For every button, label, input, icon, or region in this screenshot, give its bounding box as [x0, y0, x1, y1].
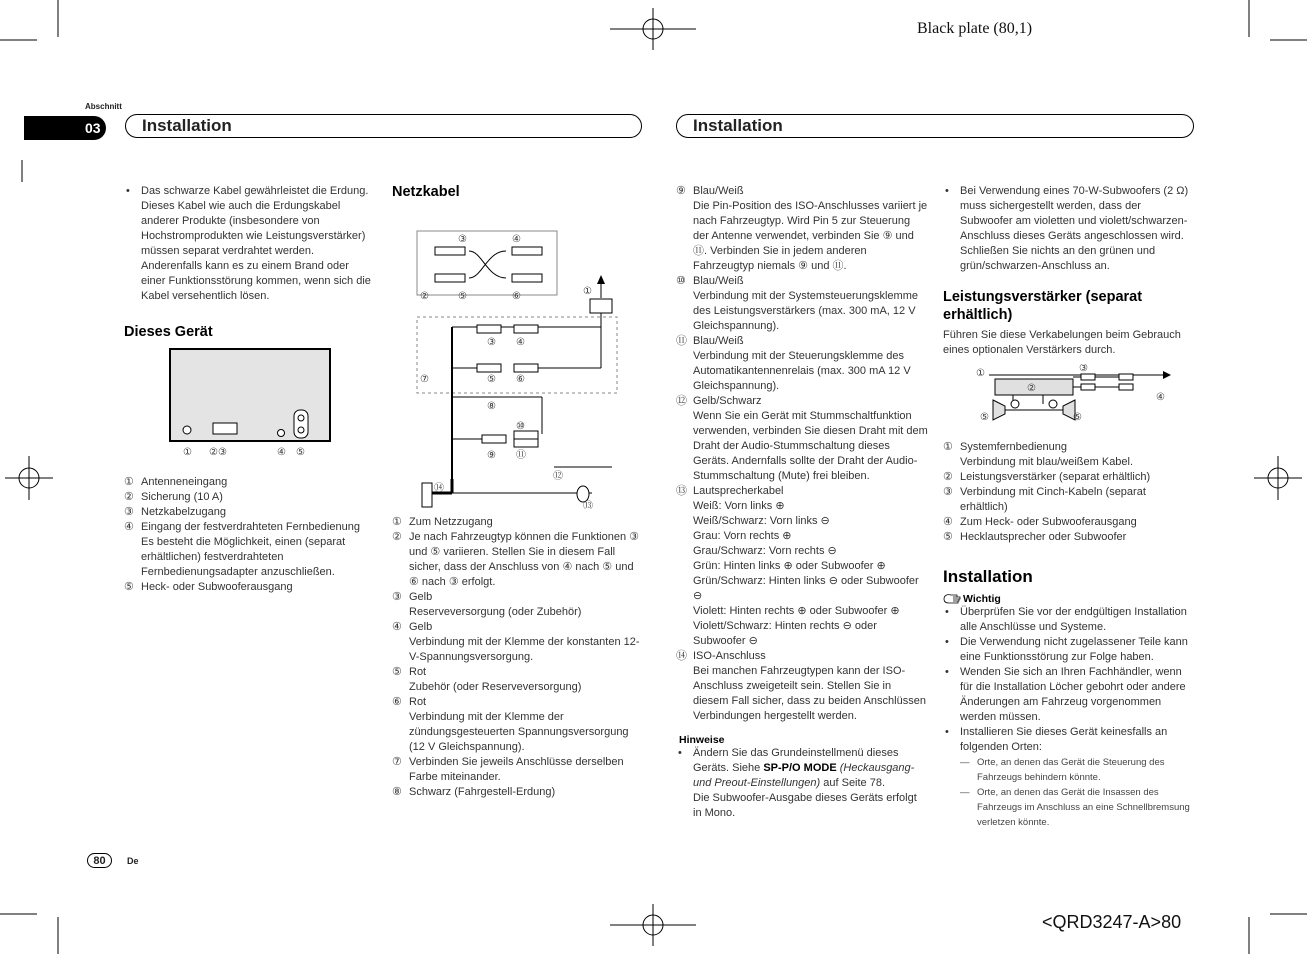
- amplifier-legend: [943, 440, 1195, 545]
- section-label: Abschnitt: [85, 102, 122, 111]
- netzkabel-legend: [392, 515, 640, 800]
- legend-item: ③ Verbindung mit Cinch-Kabeln (separat erhältlich): [943, 486, 1146, 513]
- svg-text:⑤: ⑤: [1073, 412, 1082, 423]
- wichtig-note: [943, 593, 1195, 605]
- legend-item: ⑭ ISO-Anschluss Bei manchen Fahrzeugtypen kann der ISO-Anschluss zweigeteilt sein. Stellen Sie in diesem Fall sicher, dass zu beiden Anschlüssen Verbindungen hergestellt werden.: [676, 650, 926, 722]
- svg-text:③: ③: [1079, 364, 1088, 374]
- legend-item: ① Antenneneingang: [124, 476, 228, 488]
- svg-text:⑪: ⑪: [516, 450, 526, 461]
- svg-text:④: ④: [1156, 392, 1165, 403]
- unit-legend: [124, 475, 374, 595]
- label-1: ①: [183, 447, 192, 458]
- hinweise-item: • Ändern Sie das Grundeinstellmenü dieses Geräts. Siehe SP-P/O MODE (Heckausgang- und Preout-Einstellungen) auf Seite 78. Die Subwoofer-Ausgabe dieses Geräts erfolgt in Mono.: [676, 746, 928, 821]
- legend-item: ⑧ Schwarz (Fahrgestell-Erdung): [392, 786, 556, 798]
- svg-text:③: ③: [487, 337, 496, 348]
- legend-item: ⑩ Blau/Weiß Verbindung mit der Systemsteuerungsklemme des Leistungsverstärkers (max. 300 mA, 12 V Gleichspannung).: [676, 275, 918, 332]
- section-number-tab: 03: [24, 116, 106, 140]
- label-4: ④: [277, 447, 286, 458]
- language-code: De: [127, 856, 139, 866]
- legend-item: ② Sicherung (10 A): [124, 491, 223, 503]
- registration-mark-left: [5, 456, 53, 500]
- legend-item: ③ Netzkabelzugang: [124, 506, 227, 518]
- location-item: — Orte, an denen das Gerät die Steuerung des Fahrzeugs behindern könnte.: [943, 755, 1195, 785]
- amplifier-intro: Führen Sie diese Verkabelungen beim Gebrauch eines optionalen Verstärkers durch.: [943, 329, 1181, 356]
- power-cord-diagram: [392, 209, 632, 509]
- column-4: [943, 184, 1195, 830]
- legend-item: ① Systemfernbedienung Verbindung mit blau/weißem Kabel.: [943, 441, 1134, 468]
- heading-installation: Installation: [943, 567, 1033, 586]
- svg-text:⑤: ⑤: [487, 374, 496, 385]
- location-item: — Orte, an denen das Gerät die Insassen des Fahrzeugs im Anschluss an eine Schnellbremsung verletzen könnte.: [943, 785, 1195, 830]
- legend-item: ④ Eingang der festverdrahteten Fernbedienung Es besteht die Möglichkeit, einen (separat erhältlichen) festverdrahteten Fernbedienungsadapter anzuschließen.: [124, 521, 360, 578]
- installation-bullet: • Installieren Sie dieses Gerät keinesfalls an folgenden Orten:: [943, 725, 1195, 755]
- unit-rear-diagram: [124, 348, 374, 466]
- svg-text:⑨: ⑨: [487, 450, 496, 461]
- svg-text:⑥: ⑥: [512, 291, 521, 302]
- label-5: ⑤: [296, 447, 305, 458]
- legend-item: ③ Gelb Reserveversorgung (oder Zubehör): [392, 591, 582, 618]
- heading-dieses-geraet: Dieses Gerät: [124, 324, 213, 340]
- installation-bullet: • Die Verwendung nicht zugelassener Teile kann eine Funktionsstörung zur Folge haben.: [943, 635, 1195, 665]
- legend-item: ⑨ Blau/Weiß Die Pin-Position des ISO-Anschlusses variiert je nach Fahrzeugtyp. Wird Pin 5 zur Steuerung der Antenne verwendet, verbinden Sie ⑨ und ⑪. Verbinden Sie in jedem anderen Fahrzeugtyp niemals ⑨ und ⑪.: [676, 185, 928, 272]
- column-1: [124, 184, 374, 595]
- svg-text:②: ②: [420, 291, 429, 302]
- hinweise-heading: Hinweise: [679, 734, 725, 746]
- label-2-3: ②③: [209, 447, 227, 458]
- legend-item: ⑦ Verbinden Sie jeweils Anschlüsse derselben Farbe miteinander.: [392, 756, 624, 783]
- legend-item: ① Zum Netzzugang: [392, 516, 493, 528]
- legend-item: ⑤ Hecklautsprecher oder Subwoofer: [943, 531, 1127, 543]
- legend-item: ④ Zum Heck- oder Subwooferausgang: [943, 516, 1137, 528]
- svg-text:⑧: ⑧: [487, 401, 496, 412]
- registration-mark-top: [610, 8, 696, 50]
- legend-item: ④ Gelb Verbindung mit der Klemme der konstanten 12-V-Spannungsversorgung.: [392, 621, 640, 663]
- legend-item: ⑤ Heck- oder Subwooferausgang: [124, 581, 293, 593]
- legend-item: ② Leistungsverstärker (separat erhältlich): [943, 471, 1151, 483]
- svg-text:⑬: ⑬: [583, 501, 593, 509]
- subwoofer-bullet: • Bei Verwendung eines 70-W-Subwoofers (2 Ω) muss sichergestellt werden, dass der Subwoofer am violetten und violett/schwarzen-Anschluss dieses Geräts angeschlossen wird. Schließen Sie nichts an den grünen und grün/schwarzen-Anschluss an.: [943, 184, 1195, 274]
- column-2: [392, 184, 640, 800]
- svg-text:⑤: ⑤: [458, 291, 467, 302]
- hinweise-list: [676, 746, 928, 821]
- svg-text:⑦: ⑦: [420, 374, 429, 385]
- legend-item: ⑤ Rot Zubehör (oder Reserveversorgung): [392, 666, 582, 693]
- svg-text:②: ②: [1027, 383, 1036, 394]
- header-title-right: Installation: [676, 114, 1194, 138]
- registration-mark-right: [1254, 456, 1302, 500]
- svg-text:⑤: ⑤: [980, 412, 989, 423]
- column-3: [676, 184, 928, 821]
- heading-amplifier: Leistungsverstärker (separat erhältlich): [943, 289, 1143, 323]
- installation-bullet: • Wenden Sie sich an Ihren Fachhändler, wenn für die Installation Löcher gebohrt oder andere Änderungen am Fahrzeug vorgenommen werden müssen.: [943, 665, 1195, 725]
- header-title-left: Installation: [125, 114, 642, 138]
- svg-text:④: ④: [516, 337, 525, 348]
- legend-item: ⑪ Blau/Weiß Verbindung mit der Steuerungsklemme des Automatikantennenrelais (max. 300 mA 12 V Gleichspannung).: [676, 335, 911, 392]
- legend-item: ⑥ Rot Verbindung mit der Klemme der zündungsgesteuerten Spannungsversorgung (12 V Gleichspannung).: [392, 696, 629, 753]
- location-list: [943, 755, 1195, 830]
- legend-item: ⑬ Lautsprecherkabel Weiß: Vorn links ⊕ Weiß/Schwarz: Vorn links ⊖ Grau: Vorn rechts ⊕ Grau/Schwarz: Vorn rechts ⊖ Grün: Hinten links ⊕ oder Subwoofer ⊕ Grün/Schwarz: Hinten links ⊖ oder Subwoofer ⊖ Violett: Hinten rechts ⊕ oder Subwoofer ⊕ Violett/Schwarz: Hinten rechts ⊖ oder Subwoofer ⊖: [676, 485, 919, 647]
- svg-text:④: ④: [512, 234, 521, 245]
- svg-text:⑭: ⑭: [434, 483, 444, 494]
- svg-text:①: ①: [976, 368, 985, 379]
- plate-label: Black plate (80,1): [917, 20, 1033, 37]
- svg-text:⑩: ⑩: [516, 421, 525, 432]
- intro-list: [124, 184, 374, 304]
- legend-item: ⑫ Gelb/Schwarz Wenn Sie ein Gerät mit Stummschaltfunktion verwenden, verbinden Sie diesen Draht mit dem Draht der Audio-Stummschaltung dieses Geräts. Andernfalls sollte der Draht der Audio-Stummschaltung (Mute) frei bleiben.: [676, 395, 928, 482]
- svg-text:①: ①: [583, 286, 592, 297]
- intro-bullet: • Das schwarze Kabel gewährleistet die Erdung. Dieses Kabel wie auch die Erdungskabel anderer Produkte (insbesondere von Hochstromprodukten wie Leistungsverstärker) müssen separat verdrahtet werden. Anderenfalls kann es zu einem Brand oder einer Funktionsstörung kommen, wenn sich die Kabel versehentlich lösen.: [124, 184, 374, 304]
- heading-netzkabel: Netzkabel: [392, 184, 460, 200]
- installation-list: [943, 605, 1195, 755]
- svg-text:⑥: ⑥: [516, 374, 525, 385]
- page-number: 80: [87, 853, 112, 868]
- netzkabel-legend-continued: [676, 184, 928, 724]
- legend-item: ② Je nach Fahrzeugtyp können die Funktionen ③ und ⑤ variieren. Stellen Sie in diesem Fall sicher, dass der Anschluss von ④ nach ⑤ und ⑥ nach ③ erfolgt.: [392, 531, 640, 588]
- amplifier-diagram: [943, 364, 1173, 436]
- installation-bullet: • Überprüfen Sie vor der endgültigen Installation alle Anschlüsse und Systeme.: [943, 605, 1195, 635]
- registration-mark-bottom: [610, 904, 696, 946]
- svg-text:⑫: ⑫: [553, 471, 563, 482]
- wichtig-label: Wichtig: [963, 593, 1001, 605]
- document-code: <QRD3247-A>80: [1042, 912, 1182, 932]
- svg-text:③: ③: [458, 234, 467, 245]
- subwoofer-note: [943, 184, 1195, 274]
- hand-pointer-icon: [943, 593, 963, 605]
